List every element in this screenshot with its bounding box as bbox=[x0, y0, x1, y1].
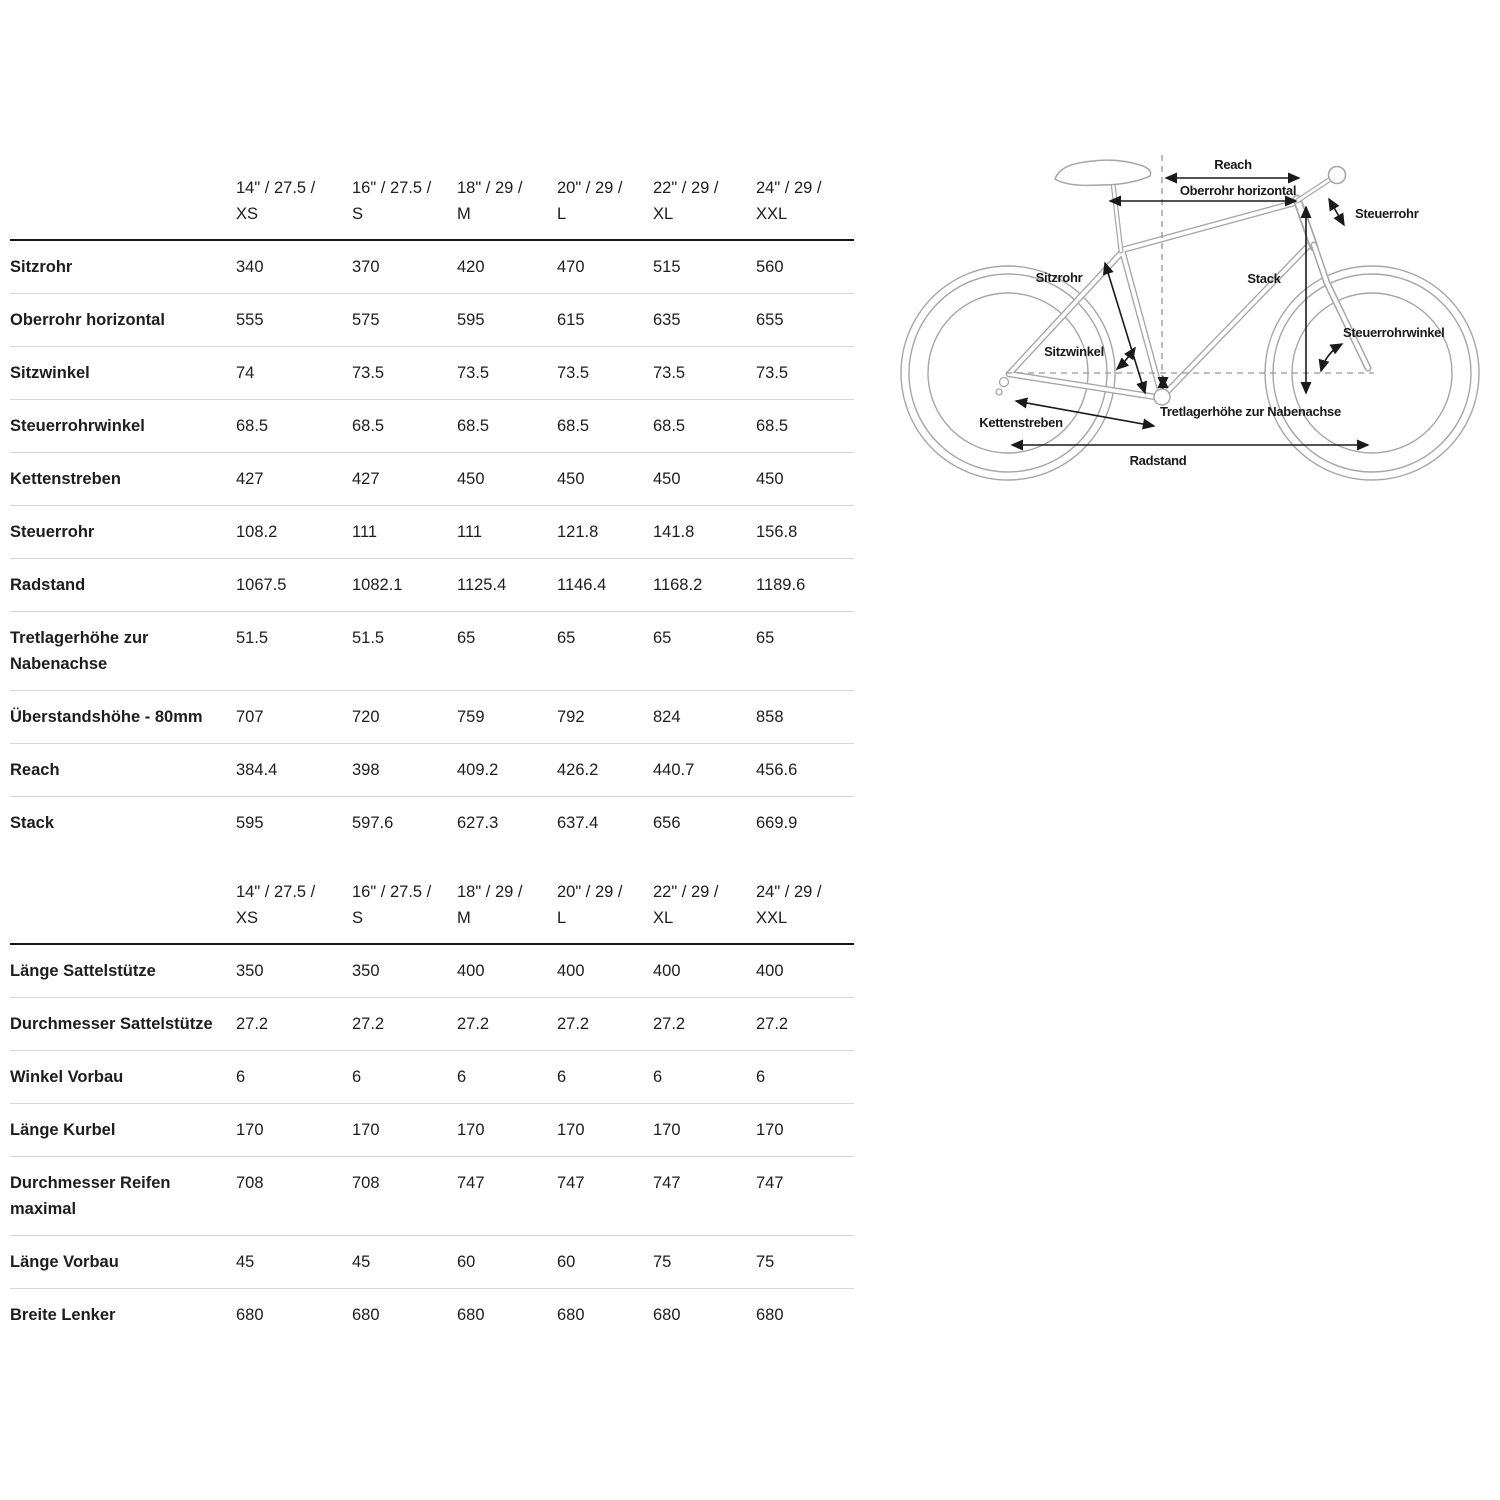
table-row: Tretlagerhöhe zur Nabenachse 51.5 51.5 65 65 65 65 bbox=[10, 611, 854, 690]
bottom-bracket bbox=[1154, 389, 1170, 405]
header-spacer bbox=[10, 175, 236, 227]
row-label: Stack bbox=[10, 814, 55, 832]
row-label: Durchmesser Reifen maximal bbox=[10, 1174, 171, 1218]
bike-geometry-diagram bbox=[900, 135, 1500, 500]
row-label: Länge Sattelstütze bbox=[10, 962, 156, 980]
row-label: Tretlagerhöhe zur Nabenachse bbox=[10, 629, 149, 673]
size-col-header: 20" / 29 / L bbox=[557, 179, 623, 223]
table-row: Durchmesser Sattelstütze 27.2 27.2 27.2 27.2 27.2 27.2 bbox=[10, 997, 854, 1050]
row-label: Reach bbox=[10, 761, 60, 779]
size-col-header: 24" / 29 / XXL bbox=[756, 883, 822, 927]
table-row: Sitzrohr 340 370 420 470 515 560 bbox=[10, 241, 854, 293]
row-label: Steuerrohrwinkel bbox=[10, 417, 145, 435]
table-row: Steuerrohr 108.2 111 111 121.8 141.8 156.8 bbox=[10, 505, 854, 558]
row-label: Sitzwinkel bbox=[10, 364, 90, 382]
steuerrohr-label: Steuerrohr bbox=[1355, 206, 1419, 221]
size-header-row bbox=[10, 849, 854, 943]
size-col-header: 16" / 27.5 / S bbox=[352, 883, 432, 927]
size-col-header: 20" / 29 / L bbox=[557, 883, 623, 927]
row-label: Winkel Vorbau bbox=[10, 1068, 124, 1086]
row-label: Kettenstreben bbox=[10, 470, 121, 488]
frame-geometry-section bbox=[10, 241, 854, 849]
saddle bbox=[1055, 160, 1151, 185]
table-row: Kettenstreben 427 427 450 450 450 450 bbox=[10, 452, 854, 505]
row-label: Länge Vorbau bbox=[10, 1253, 119, 1271]
steuerrohr-arrow bbox=[1329, 199, 1344, 225]
row-label: Überstandshöhe - 80mm bbox=[10, 708, 203, 726]
steuerrohrwinkel-label: Steuerrohrwinkel bbox=[1343, 325, 1445, 340]
table-row: Stack 595 597.6 627.3 637.4 656 669.9 bbox=[10, 796, 854, 849]
reach-label: Reach bbox=[1214, 157, 1252, 172]
row-label: Durchmesser Sattelstütze bbox=[10, 1015, 213, 1033]
table-row: Länge Vorbau 45 45 60 60 75 75 bbox=[10, 1235, 854, 1288]
size-col-header: 24" / 29 / XXL bbox=[756, 179, 822, 223]
components-section bbox=[10, 945, 854, 1341]
row-label: Steuerrohr bbox=[10, 523, 95, 541]
rear-derailleur bbox=[996, 378, 1009, 396]
size-col-header: 14" / 27.5 / XS bbox=[236, 179, 316, 223]
row-label: Länge Kurbel bbox=[10, 1121, 116, 1139]
table-row: Sitzwinkel 74 73.5 73.5 73.5 73.5 73.5 bbox=[10, 346, 854, 399]
table-row: Reach 384.4 398 409.2 426.2 440.7 456.6 bbox=[10, 743, 854, 796]
table-row: Radstand 1067.5 1082.1 1125.4 1146.4 1168.2 1189.6 bbox=[10, 558, 854, 611]
table-row: Breite Lenker 680 680 680 680 680 680 bbox=[10, 1288, 854, 1341]
row-label: Radstand bbox=[10, 576, 86, 594]
size-col-header: 18" / 29 / M bbox=[457, 179, 523, 223]
header-spacer bbox=[10, 879, 236, 931]
size-col-header: 14" / 27.5 / XS bbox=[236, 883, 316, 927]
oberrohr-label: Oberrohr horizontal bbox=[1179, 183, 1297, 198]
row-label: Oberrohr horizontal bbox=[10, 311, 165, 329]
table-row: Länge Sattelstütze 350 350 400 400 400 400 bbox=[10, 945, 854, 997]
bike-diagram-svg bbox=[900, 135, 1500, 500]
handlebar-grip bbox=[1329, 167, 1346, 184]
sitzwinkel-arc bbox=[1117, 348, 1135, 369]
size-col-header: 18" / 29 / M bbox=[457, 883, 523, 927]
table-row: Winkel Vorbau 6 6 6 6 6 6 bbox=[10, 1050, 854, 1103]
sitzwinkel-label: Sitzwinkel bbox=[1044, 344, 1104, 359]
table-row: Länge Kurbel 170 170 170 170 170 170 bbox=[10, 1103, 854, 1156]
sitzrohr-label: Sitzrohr bbox=[1035, 270, 1083, 285]
diagram-labels bbox=[979, 157, 1444, 468]
stack-label: Stack bbox=[1247, 271, 1281, 286]
radstand-label: Radstand bbox=[1129, 453, 1187, 468]
kettenstreben-label: Kettenstreben bbox=[979, 415, 1063, 430]
steuerrohrwinkel-arc bbox=[1321, 344, 1342, 371]
size-col-header: 22" / 29 / XL bbox=[653, 883, 719, 927]
table-row: Überstandshöhe - 80mm 707 720 759 792 824 858 bbox=[10, 690, 854, 743]
table-row: Oberrohr horizontal 555 575 595 615 635 655 bbox=[10, 293, 854, 346]
size-header-row bbox=[10, 165, 854, 239]
table-row: Steuerrohrwinkel 68.5 68.5 68.5 68.5 68.5 68.5 bbox=[10, 399, 854, 452]
size-col-header: 16" / 27.5 / S bbox=[352, 179, 432, 223]
row-label: Breite Lenker bbox=[10, 1306, 116, 1324]
row-label: Sitzrohr bbox=[10, 258, 73, 276]
tretlager-label: Tretlagerhöhe zur Nabenachse bbox=[1160, 404, 1341, 419]
size-col-header: 22" / 29 / XL bbox=[653, 179, 719, 223]
table-row: Durchmesser Reifen maximal 708 708 747 747 747 747 bbox=[10, 1156, 854, 1235]
geometry-table bbox=[10, 165, 854, 1341]
